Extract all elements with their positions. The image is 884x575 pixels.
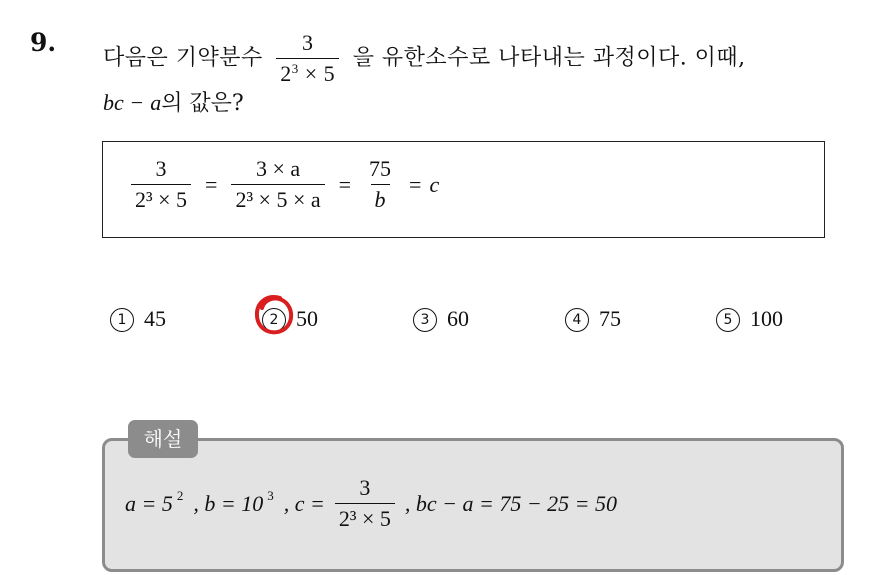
process-equation: [125, 156, 439, 213]
choice-3[interactable]: [413, 306, 469, 332]
expr-minus: −: [130, 90, 144, 115]
process-fraction-2: $\frac{3 \times a}{\text{2³ × 5 × a}}$: [231, 156, 324, 213]
choice-value-5: 100: [750, 306, 783, 331]
question-fraction-denominator: $2^3 \times 5$: [276, 58, 339, 87]
choice-marker-4: 4: [565, 308, 589, 332]
question-tail: 의 값은?: [161, 91, 244, 116]
equals-sign: =: [205, 171, 218, 197]
question-line-1: [103, 30, 746, 87]
process-result: c: [429, 171, 440, 197]
choice-marker-2: 2: [262, 308, 286, 332]
question-text-part1: 다음은 기약분수: [103, 45, 263, 71]
problem-number: 9.: [30, 28, 57, 57]
question-line-2: [103, 86, 244, 117]
choice-marker-5: 5: [716, 308, 740, 332]
solution-equation: a = 5 2 , b = 10 3 , c = $\frac{3}{\text{2³ × 5}}$ , bc − a = 75 − 25 = 50: [125, 475, 618, 531]
question-text-part2: 을 유한소수로 나타내는 과정이다. 이때,: [352, 45, 746, 71]
choice-value-1: 45: [144, 306, 166, 331]
expr-bc: bc: [103, 90, 124, 115]
choice-value-4: 75: [599, 306, 621, 331]
equals-sign: =: [338, 171, 352, 197]
choice-marker-3: 3: [413, 308, 437, 332]
choice-1[interactable]: [110, 306, 166, 332]
choice-4[interactable]: [565, 306, 621, 332]
process-fraction-3: $\frac{75}{b}$: [369, 156, 392, 212]
solution-fraction: $\frac{3}{\text{2³ × 5}}$: [335, 475, 395, 532]
answer-circle-mark-icon: [250, 292, 298, 340]
process-fraction-1: $\frac{3}{\text{2³ × 5}}$: [131, 156, 191, 213]
choice-value-3: 60: [447, 306, 469, 331]
choice-marker-1: 1: [110, 308, 134, 332]
question-fraction-numerator: 3: [301, 30, 314, 55]
equals-sign: =: [409, 171, 422, 197]
solution-box: [102, 438, 844, 572]
solution-label: 해설: [128, 420, 198, 458]
choice-5[interactable]: [716, 306, 783, 332]
expr-a: a: [150, 90, 162, 115]
process-box: [102, 141, 825, 238]
choice-value-2: 50: [296, 306, 318, 331]
question-fraction: [276, 30, 339, 87]
